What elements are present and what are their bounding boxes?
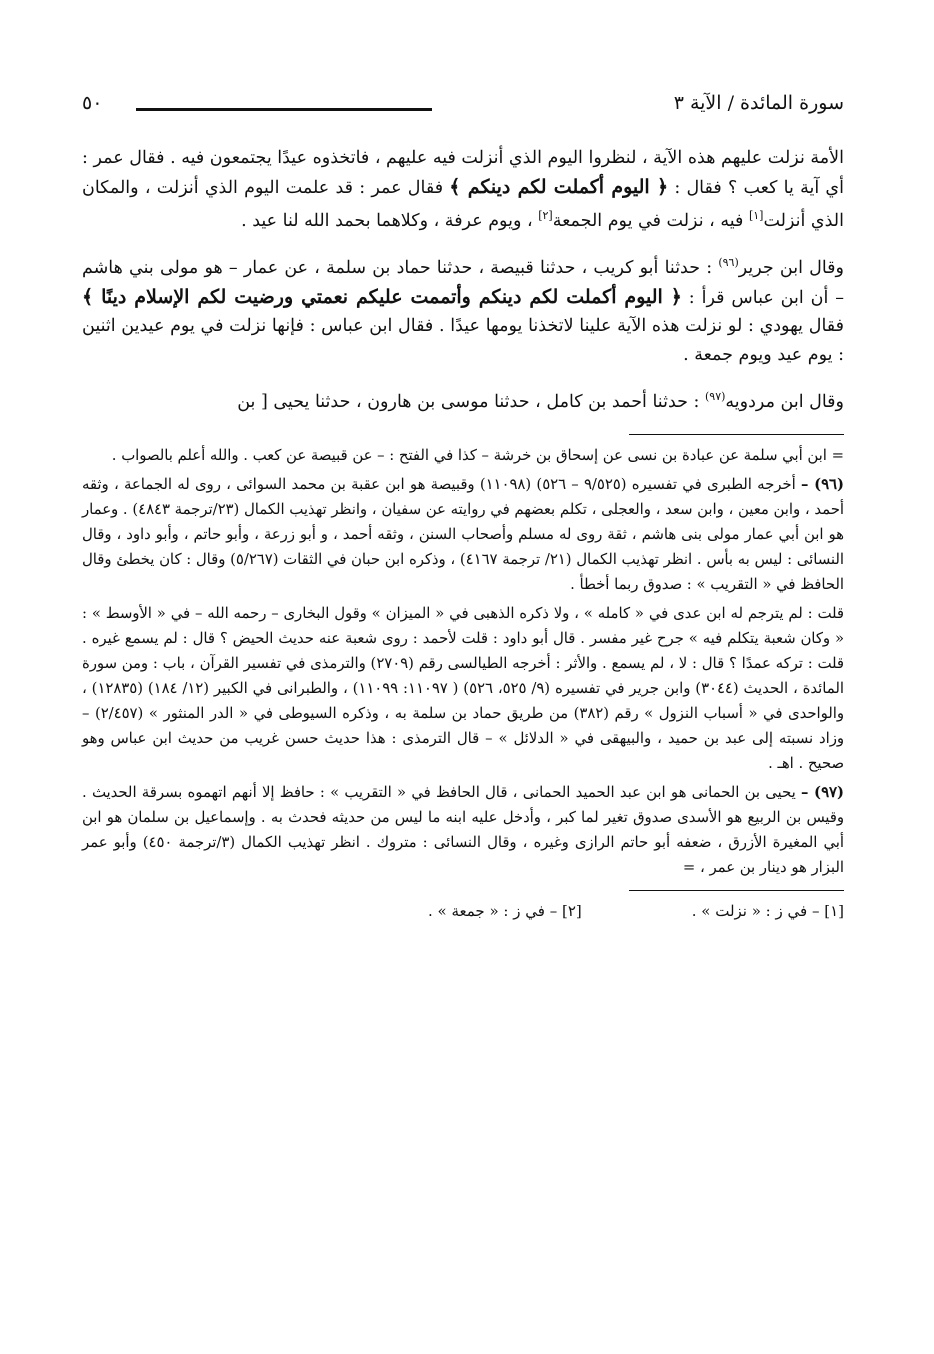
text-run: الأمة نزلت عليهم هذه الآية ، لنظروا اليوم الذي أنزلت فيه عليهم ، فاتخذوه عيدًا يجتمعون فيه . فقال عمر : أي آية يا كعب ؟ فقال : (82, 148, 844, 198)
text-run: ، ويوم عرفة ، وكلاهما بحمد الله لنا عيد . (241, 210, 539, 231)
text-run: وقال ابن جرير (738, 258, 844, 279)
footnote-rule (629, 434, 844, 435)
text-run: فقال عمر : قد علمت اليوم الذي أنزلت ، والمكان الذي أنزلت (82, 177, 844, 231)
paragraph-1 (82, 144, 844, 235)
quran-quote: ﴿ اليوم أكملت لكم دينكم ﴾ (449, 175, 669, 198)
footnote-96-comment: قلت : لم يترجم له ابن عدى في « كامله » ، ولا ذكره الذهبى في « الميزان » وقول البخارى – رحمه الله – في « الأوسط » : « وكان شعبة يتكلم فيه » جرح غير مفسر . قال أبو داود : قلت لأحمد : روى شعبة عنه حديث الحيض ؟ قال : لم يسمع غيره . قلت : تركه عمدًا ؟ قال : لا ، لم يسمع . والأثر : أخرجه الطيالسى رقم (٢٧٠٩) والترمذى في تفسير القرآن ، باب : ومن سورة المائدة ، الحديث (٣٠٤٤) وابن جرير في تفسيره (٩/ ٥٢٥، ٥٢٦) ( ١١٠٩٧: ١١٠٩٩) ، والطبرانى في الكبير (١٢/ ١٨٤) (١٢٨٣٥) ، والواحدى في « أسباب النزول » رقم (٣٨٢) من طريق حماد بن سلمة به ، وذكره السيوطى في « الدر المنثور » (٢/٤٥٧) – وزاد نسبته إلى عبد بن حميد ، والبيهقى في « الدلائل » – قال الترمذى : هذا حديث حسن غريب من حديث ابن عباس وهو صحيح . اهـ . (82, 605, 845, 773)
page-number: ٥٠ (82, 92, 103, 114)
header-rule (136, 108, 432, 111)
text-run: : حدثنا أبو كريب ، حدثنا قبيصة ، حدثنا حماد بن سلمة ، عن عمار – هو مولى بني هاشم – أن ابن عباس قرأ : (82, 258, 844, 308)
paragraph-3 (82, 383, 844, 416)
footnote-96 (82, 472, 844, 597)
manuscript-note-1: [١] – في ز : « نزلت » . (691, 902, 844, 921)
page-header (82, 88, 844, 124)
footnote-ref: (٩٦) (718, 256, 739, 270)
footnote-text: أخرجه الطبرى في تفسيره (٩/٥٢٥ – ٥٢٦) (١١٠٩٨) وقبيصة هو ابن عقبة بن محمد السوائى ، روى له الجماعة ، وثقه أحمد ، وابن معين ، وابن سعد ، والعجلى ، تكلم بعضهم في روايته عن سفيان ، وانظر تهذيب الكمال (٢٣/ترجمة ٤٨٤٣) . وعمار هو ابن أبي عمار مولى بنى هاشم ، ثقة روى له مسلم وأصحاب السنن ، وثقه أحمد ، و أبو زرعة ، وأبو حاتم ، وأبو داود ، وقال النسائى : ليس به بأس . انظر تهذيب الكمال (٢١/ ترجمة ٤١٦٧) ، وذكره ابن حبان في الثقات (٥/٢٦٧) وقال : كان يخطئ وقال الحافظ في « التقريب » : صدوق ربما أخطأ . (82, 476, 845, 594)
text-run: فيه ، نزلت في يوم الجمعة (552, 210, 749, 231)
main-text (82, 144, 844, 416)
footnote-continued: = ابن أبي سلمة عن عبادة بن نسى عن إسحاق بن خرشة – كذا في الفتح : – عن قبيصة عن كعب . والله أعلم بالصواب . (111, 447, 844, 465)
manuscript-note-2: [٢] – في ز : « جمعة » . (428, 902, 582, 921)
footnote-number: (٩٧) – (800, 784, 844, 802)
footnote-ref: (٩٧) (705, 390, 726, 404)
footnote-text: يحيى بن الحمانى هو ابن عبد الحميد الحمانى ، قال الحافظ في « التقريب » : حافظ إلا أنهم اتهموه بسرقة الحديث . وقيس بن الربيع هو الأسدى صدوق تغير لما كبر ، وأدخل عليه ابنه ما ليس من حديثه فحدث به . وإسماعيل بن سلمان هو ابن أبي المغيرة الأزرق ، ضعفه أبو حاتم الرازى وغيره ، وقال النسائى : متروك . انظر تهذيب الكمال (٣/ترجمة ٤٥٠) وأبو عمر البزار هو دينار بن عمر ، = (82, 784, 845, 877)
quran-quote: ﴿ اليوم أكملت لكم دينكم وأتممت عليكم نعمتي ورضيت لكم الإسلام دينًا ﴾ (82, 285, 682, 308)
source-ref: [٢] (538, 209, 553, 222)
text-run: : حدثنا أحمد بن كامل ، حدثنا موسى بن هارون ، حدثنا يحيى [ بن (237, 391, 705, 412)
paragraph-2 (82, 249, 844, 369)
manuscript-notes (82, 899, 844, 923)
footnotes (82, 443, 844, 880)
book-page (82, 88, 844, 923)
text-run: وقال ابن مردويه (725, 391, 844, 412)
running-title: سورة المائدة / الآية ٣ (673, 92, 844, 114)
text-run: فقال يهودي : لو نزلت هذه الآية علينا لاتخذنا يومها عيدًا . فقال ابن عباس : فإنها نزلت في يوم عيدين اثنين : يوم عيد ويوم جمعة . (82, 316, 844, 365)
footnote-97 (82, 780, 844, 880)
source-ref: [١] (748, 209, 764, 222)
sources-rule (629, 890, 844, 891)
footnote-number: (٩٦) – (800, 476, 844, 494)
